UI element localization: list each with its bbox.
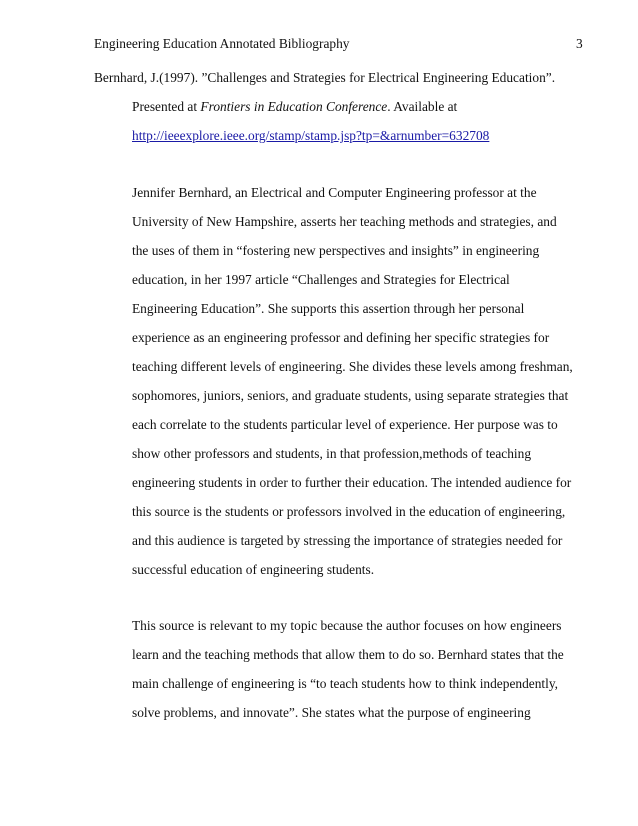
citation-block <box>94 66 564 148</box>
paragraph-line: learn and the teaching methods that allow them to do so. Bernhard states that the <box>132 647 564 662</box>
paragraph-line: experience as an engineering professor and defining her specific strategies for <box>132 330 550 345</box>
citation-line-2 <box>94 95 564 119</box>
citation-line-1: Bernhard, J.(1997). ”Challenges and Strategies for Electrical Engineering Education”. <box>94 70 556 85</box>
summary-paragraph <box>132 181 572 587</box>
paragraph-line: the uses of them in “fostering new perspectives and insights” in engineering <box>132 243 540 258</box>
citation-url-link[interactable]: http://ieeexplore.ieee.org/stamp/stamp.jsp?tp=&arnumber=632708 <box>132 128 490 143</box>
paragraph-line: education, in her 1997 article “Challenges and Strategies for Electrical <box>132 272 510 287</box>
citation-presented-prefix: Presented at <box>132 99 201 114</box>
citation-line-3 <box>94 124 564 148</box>
paragraph-line: teaching different levels of engineering. She divides these levels among freshman, <box>132 359 573 374</box>
running-header-title: Engineering Education Annotated Bibliography <box>94 36 350 51</box>
paragraph-line: main challenge of engineering is “to teach students how to think independently, <box>132 676 559 691</box>
paragraph-line: show other professors and students, in that profession,methods of teaching <box>132 446 532 461</box>
citation-available-suffix: . Available at <box>387 99 458 114</box>
paragraph-line: This source is relevant to my topic because the author focuses on how engineers <box>132 618 562 633</box>
paragraph-line: engineering students in order to further their education. The intended audience for <box>132 475 572 490</box>
paragraph-line: successful education of engineering students. <box>132 562 375 577</box>
relevance-paragraph <box>132 614 572 730</box>
paragraph-line: sophomores, juniors, seniors, and graduate students, using separate strategies that <box>132 388 569 403</box>
citation-conference-name: Frontiers in Education Conference <box>200 99 388 114</box>
paragraph-line: this source is the students or professors involved in the education of engineering, <box>132 504 566 519</box>
paragraph-line: solve problems, and innovate”. She states what the purpose of engineering <box>132 705 531 720</box>
page-number: 3 <box>576 36 583 51</box>
paragraph-line: University of New Hampshire, asserts her teaching methods and strategies, and <box>132 214 557 229</box>
paragraph-line: each correlate to the students particular level of experience. Her purpose was to <box>132 417 558 432</box>
paragraph-line: and this audience is targeted by stressing the importance of strategies needed for <box>132 533 563 548</box>
paragraph-line: Jennifer Bernhard, an Electrical and Computer Engineering professor at the <box>132 185 537 200</box>
paragraph-line: Engineering Education”. She supports this assertion through her personal <box>132 301 525 316</box>
